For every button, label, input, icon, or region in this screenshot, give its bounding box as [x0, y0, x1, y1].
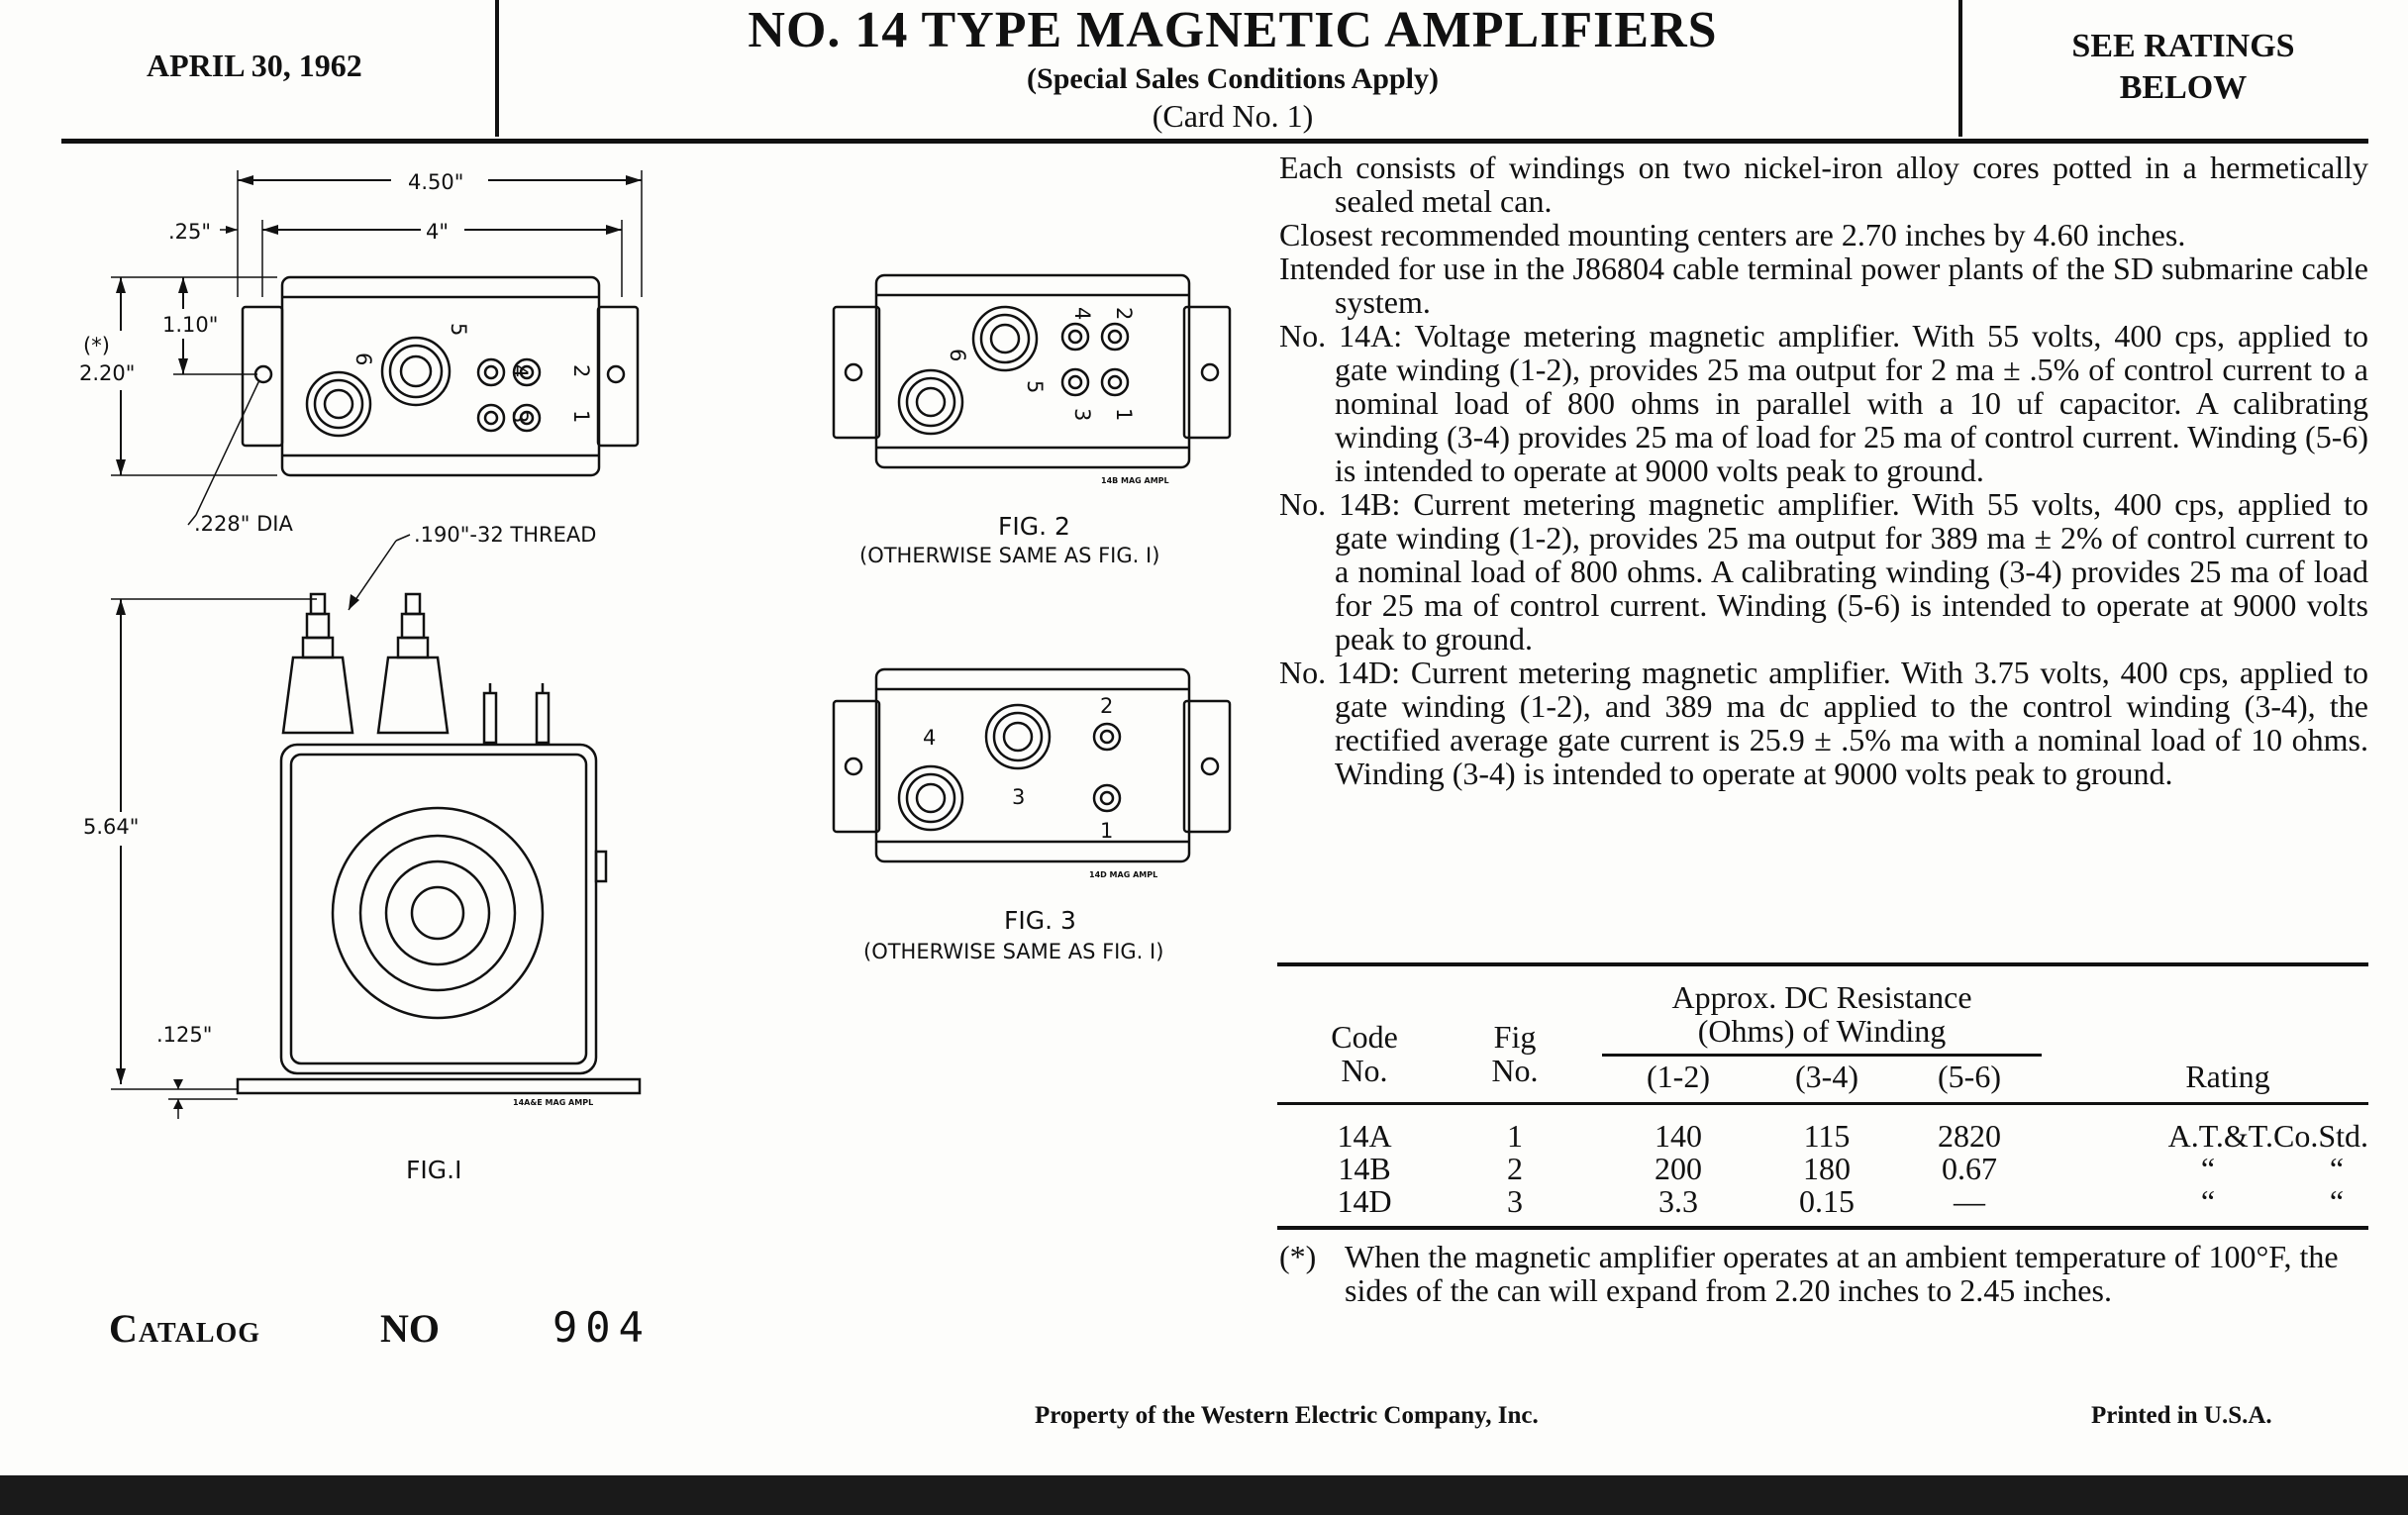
- col-fig-line2: No.: [1491, 1053, 1539, 1088]
- col-code-header: [1305, 1020, 1424, 1087]
- row2-code: 14B: [1338, 1151, 1391, 1186]
- table-rule-mid: [1277, 1102, 2368, 1105]
- col-rating-header: Rating: [2185, 1059, 2270, 1094]
- row1-code: 14A: [1337, 1118, 1392, 1154]
- fig1-side-view: [79, 523, 640, 1184]
- col-34-header: (3-4): [1795, 1059, 1858, 1094]
- fig3-caption: FIG. 3: [1004, 906, 1076, 935]
- group-header-line2: (Ohms) of Winding: [1697, 1013, 1947, 1049]
- catalog-label: Catalog: [109, 1306, 261, 1351]
- row1-r34: 115: [1803, 1118, 1851, 1154]
- dim-edge: .25": [168, 220, 212, 244]
- table-rule-bottom: [1277, 1226, 2368, 1230]
- fig3-terminal-2: 2: [1100, 694, 1114, 718]
- desc-14d: No. 14D: Current metering magnetic amplifier. With 3.75 volts, 400 cps, applied to gate winding (1-2), and 389 ma dc applied to the control winding (3-4), the rectified average gate current is 25.9 ± .5% ma with a nominal load of 10 ohms. Winding (3-4) is intended to operate at 9000 volts peak to ground.: [1279, 655, 2368, 791]
- group-header-rule: [1602, 1054, 2042, 1057]
- row2-r34: 180: [1803, 1151, 1851, 1186]
- dim-base: .125": [156, 1023, 213, 1047]
- date: APRIL 30, 1962: [147, 48, 362, 83]
- table-rule-top: [1277, 962, 2368, 966]
- rating-note-line2: BELOW: [2119, 69, 2248, 106]
- fig1-small-label: 14A&E MAG AMPL: [513, 1098, 594, 1107]
- col-fig-header: [1455, 1020, 1574, 1087]
- dim-thread: .190"-32 THREAD: [414, 523, 597, 547]
- row3-r56: —: [1954, 1183, 1985, 1219]
- row3-r34: 0.15: [1799, 1183, 1855, 1219]
- dim-hole: .228" DIA: [194, 512, 293, 536]
- fig2-terminal-5: 5: [1023, 380, 1047, 394]
- dim-tall: 5.64": [83, 815, 140, 839]
- row3-rating-ditto-b: “: [2329, 1183, 2345, 1219]
- fig2-terminal-4: 4: [1070, 307, 1094, 321]
- fig3-terminal-1: 1: [1100, 819, 1114, 843]
- catalog-number: 904: [552, 1303, 652, 1352]
- fig1-terminal-5: 5: [447, 323, 470, 337]
- col-code-line2: No.: [1341, 1053, 1388, 1088]
- fig2-drawing: [834, 275, 1230, 567]
- desc-mounting: Closest recommended mounting centers are 2.70 inches by 4.60 inches.: [1279, 217, 2186, 252]
- page-title: NO. 14 TYPE MAGNETIC AMPLIFIERS: [748, 2, 1718, 58]
- dim-width-overall: 4.50": [408, 170, 464, 194]
- col-fig-line1: Fig: [1493, 1019, 1537, 1055]
- fig1-terminal-2: 2: [569, 364, 593, 378]
- footnote-text: When the magnetic amplifier operates at an ambient temperature of 100°F, the sides of the can will expand from 2.20 inches to 2.45 inches.: [1345, 1239, 2339, 1308]
- dim-width-inner: 4": [426, 220, 450, 244]
- dim-height-half: 1.10": [162, 313, 219, 337]
- fig2-caption-note: (OTHERWISE SAME AS FIG. I): [859, 544, 1160, 567]
- fig1-terminal-6: 6: [351, 353, 375, 366]
- catalog-no-label: NO: [380, 1306, 440, 1351]
- header-divider-right: [1958, 0, 1962, 137]
- scan-edge: [0, 1475, 2408, 1515]
- fig1-terminal-3: 3: [508, 410, 532, 424]
- row2-fig: 2: [1507, 1151, 1523, 1186]
- fig1-caption: FIG.I: [406, 1156, 462, 1184]
- row2-rating-ditto-b: “: [2329, 1151, 2345, 1186]
- row2-rating-ditto-a: “: [2200, 1151, 2216, 1186]
- row3-fig: 3: [1507, 1183, 1523, 1219]
- row3-code: 14D: [1337, 1183, 1392, 1219]
- row1-fig: 1: [1507, 1118, 1523, 1154]
- col-56-header: (5-6): [1938, 1059, 2001, 1094]
- fig2-terminal-3: 3: [1070, 408, 1094, 422]
- header-rule: [61, 139, 2368, 144]
- page-subtitle: (Special Sales Conditions Apply): [1027, 62, 1439, 95]
- row1-r12: 140: [1655, 1118, 1702, 1154]
- footnote-mark: (*): [1279, 1239, 1317, 1274]
- technical-drawings: [0, 149, 1267, 1287]
- row1-rating: A.T.&T.Co.Std.: [2167, 1118, 2368, 1154]
- footer-property: Property of the Western Electric Company, Inc.: [1035, 1402, 1539, 1429]
- fig2-caption: FIG. 2: [998, 512, 1070, 541]
- dim-height-mark: (*): [83, 334, 110, 357]
- row1-r56: 2820: [1938, 1118, 2001, 1154]
- col-code-line1: Code: [1331, 1019, 1398, 1055]
- description: [1279, 151, 2368, 790]
- fig3-terminal-3: 3: [1012, 785, 1026, 809]
- footer-printed: Printed in U.S.A.: [2091, 1402, 2272, 1429]
- row2-r12: 200: [1655, 1151, 1702, 1186]
- group-header-line1: Approx. DC Resistance: [1671, 979, 1972, 1015]
- col-12-header: (1-2): [1647, 1059, 1710, 1094]
- fig3-terminal-4: 4: [923, 726, 937, 750]
- page-title-block: [515, 0, 1951, 135]
- resistance-group-header: [1584, 980, 2059, 1048]
- header-divider-left: [495, 0, 499, 137]
- fig2-small-label: 14B MAG AMPL: [1101, 476, 1169, 485]
- dim-height-full: 2.20": [79, 361, 136, 385]
- row3-rating-ditto-a: “: [2200, 1183, 2216, 1219]
- footnote: [1279, 1240, 2368, 1307]
- fig1-terminal-4: 4: [508, 364, 532, 378]
- fig2-terminal-1: 1: [1112, 408, 1136, 422]
- fig1-terminal-1: 1: [569, 410, 593, 424]
- row2-r56: 0.67: [1942, 1151, 1997, 1186]
- desc-14a: No. 14A: Voltage metering magnetic amplifier. With 55 volts, 400 cps, applied to gate winding (1-2), provides 25 ma output for 2 ma ± .5% of control current to a nominal load of 800 ohms in parallel with a 10 uf capacitor. A calibrating winding (3-4) provides 25 ma of load for 25 ma of control current. Winding (5-6) is intended to operate at 9000 volts peak to ground.: [1279, 318, 2368, 488]
- fig1-top-view: [75, 166, 642, 536]
- rating-note-line1: SEE RATINGS: [2071, 28, 2295, 64]
- rating-note: [1975, 26, 2391, 109]
- desc-14b: No. 14B: Current metering magnetic amplifier. With 55 volts, 400 cps, applied to gate winding (1-2), provides 25 ma output for 389 ma ± 2% of control current to a nominal load of 800 ohms. A calibrating winding (3-4) provides 25 ma of load for 25 ma of control current. Winding (5-6) is intended to operate at 9000 volts peak to ground.: [1279, 486, 2368, 656]
- fig3-drawing: [834, 669, 1230, 963]
- card-number: (Card No. 1): [1152, 98, 1314, 134]
- fig3-small-label: 14D MAG AMPL: [1089, 870, 1158, 879]
- fig3-caption-note: (OTHERWISE SAME AS FIG. I): [863, 940, 1164, 963]
- fig2-terminal-6: 6: [946, 349, 969, 362]
- desc-usage: Intended for use in the J86804 cable terminal power plants of the SD submarine cable system.: [1279, 251, 2368, 320]
- fig2-terminal-2: 2: [1112, 307, 1136, 321]
- row3-r12: 3.3: [1658, 1183, 1698, 1219]
- desc-construction: Each consists of windings on two nickel-iron alloy cores potted in a hermetically sealed metal can.: [1279, 150, 2368, 219]
